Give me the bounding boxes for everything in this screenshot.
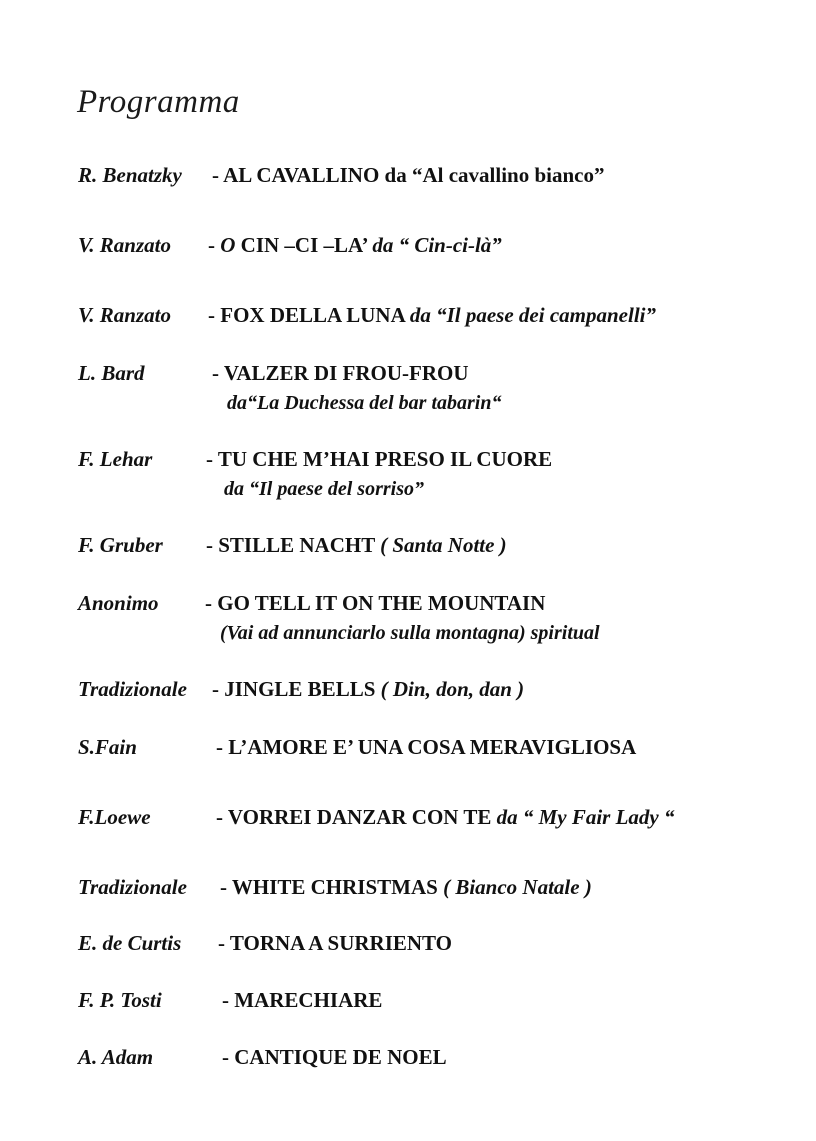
piece-source: ( Din, don, dan ) — [380, 677, 525, 701]
piece-title: - MARECHIARE — [222, 988, 383, 1012]
piece-title-main: - WHITE CHRISTMAS — [220, 875, 444, 899]
piece-title: - GO TELL IT ON THE MOUNTAIN — [205, 591, 546, 615]
piece-title: - TU CHE M’HAI PRESO IL CUORE — [206, 447, 553, 471]
piece-title-main: - JINGLE BELLS — [212, 677, 381, 701]
piece-title — [208, 232, 502, 258]
piece-source: (Vai ad annunciarlo sulla montagna) spiritual — [220, 622, 600, 644]
piece-title: - AL CAVALLINO da “Al cavallino bianco” — [212, 163, 605, 187]
piece-source: da “Il paese del sorriso” — [224, 478, 424, 500]
composer-name: Tradizionale — [78, 677, 187, 701]
composer-name: E. de Curtis — [78, 931, 182, 955]
composer-name: Tradizionale — [78, 875, 187, 899]
composer-name: F. P. Tosti — [78, 988, 162, 1012]
piece-title — [208, 302, 656, 328]
piece-title-main: - VORREI DANZAR CON TE — [216, 805, 497, 829]
piece-title: - TORNA A SURRIENTO — [218, 931, 452, 955]
composer-name: L. Bard — [78, 361, 145, 385]
composer-name: S.Fain — [78, 735, 137, 759]
composer-name: V. Ranzato — [78, 303, 171, 327]
composer-name: R. Benatzky — [78, 163, 182, 187]
piece-dash: - — [208, 233, 221, 257]
piece-title — [220, 874, 592, 900]
piece-source: da“La Duchessa del bar tabarin“ — [227, 392, 502, 414]
composer-name: F. Lehar — [78, 447, 153, 471]
piece-title: - CANTIQUE DE NOEL — [222, 1045, 447, 1069]
composer-name: A. Adam — [78, 1045, 154, 1069]
piece-source: da “ My Fair Lady “ — [496, 805, 675, 829]
piece-source: ( Santa Notte ) — [380, 533, 507, 557]
piece-title — [212, 676, 524, 702]
piece-source: ( Bianco Natale ) — [443, 875, 592, 899]
piece-title — [206, 532, 507, 558]
piece-title-main: - FOX DELLA LUNA — [208, 303, 410, 327]
piece-title: - L’AMORE E’ UNA COSA MERAVIGLIOSA — [216, 735, 637, 759]
piece-title-italic-letter: O — [220, 233, 236, 257]
page-title: Programma — [77, 84, 240, 120]
piece-source: da “ Cin-ci-là” — [372, 233, 502, 257]
composer-name: F. Gruber — [78, 533, 163, 557]
piece-source: da “Il paese dei campanelli” — [409, 303, 656, 327]
composer-name: F.Loewe — [78, 805, 151, 829]
piece-title-main: CIN –CI –LA’ — [235, 233, 373, 257]
piece-title — [216, 804, 675, 830]
composer-name: V. Ranzato — [78, 233, 171, 257]
composer-name: Anonimo — [78, 591, 159, 615]
piece-title: - VALZER DI FROU-FROU — [212, 361, 469, 385]
piece-title-main: - STILLE NACHT — [206, 533, 381, 557]
